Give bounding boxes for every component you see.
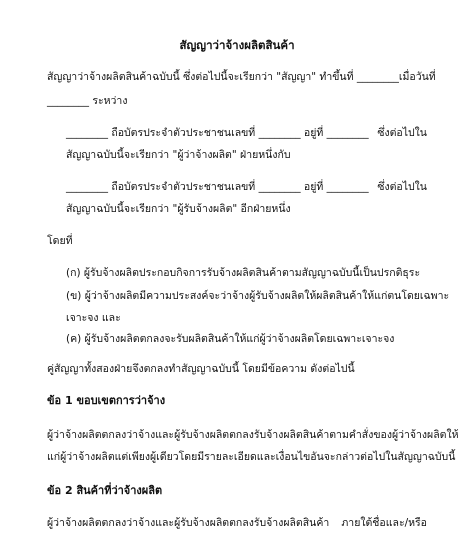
recital-b-line-1: (ข) ผู้ว่าจ้างผลิตมีความประสงค์จะว่าจ้างผู้รับจ้างผลิตให้ผลิตสินค้าให้แก่ตนโดยเฉพาะ [66, 290, 450, 302]
clause1-line-2: แก่ผู้ว่าจ้างผลิตแต่เพียงผู้เดียวโดยมีรายละเอียดและเงื่อนไขอันจะกล่าวต่อไปในสัญญาฉบับนี้ [47, 451, 456, 463]
party1-line-1-right: ซึ่งต่อไปใน [377, 127, 427, 139]
party1-line-2: สัญญาฉบับนี้จะเรียกว่า "ผู้ว่าจ้างผลิต" ฝ่ายหนึ่งกับ [66, 149, 291, 161]
recital-a: (ก) ผู้รับจ้างผลิตประกอบกิจการรับจ้างผลิตสินค้าตามสัญญาฉบับนี้เป็นปรกติธุระ [66, 267, 421, 279]
recital-c: (ค) ผู้รับจ้างผลิตตกลงจะรับผลิตสินค้าให้แก่ผู้ว่าจ้างผลิตโดยเฉพาะเจาะจง [66, 333, 395, 345]
whereas-label: โดยที่ [47, 235, 73, 247]
party2-line-1-right: ซึ่งต่อไปใน [377, 181, 427, 193]
party2-line-2: สัญญาฉบับนี้จะเรียกว่า "ผู้รับจ้างผลิต" อีกฝ่ายหนึ่ง [66, 203, 291, 215]
clause2-line-1-left: ผู้ว่าจ้างผลิตตกลงว่าจ้างและผู้รับจ้างผลิตตกลงรับจ้างผลิตสินค้า [47, 517, 330, 529]
intro-line-1-right: เมื่อวันที่ [398, 71, 436, 83]
clause2-heading: ข้อ 2 สินค้าที่ว่าจ้างผลิต [47, 484, 163, 497]
intro-line-1-left: สัญญาว่าจ้างผลิตสินค้าฉบับนี้ ซึ่งต่อไปนี้จะเรียกว่า "สัญญา" ทำขึ้นที่ ________ [47, 71, 399, 83]
clause1-line-1: ผู้ว่าจ้างผลิตตกลงว่าจ้างและผู้รับจ้างผลิตตกลงรับจ้างผลิตสินค้าตามคำสั่งของผู้ว่าจ้างผลิตให้ [47, 429, 459, 441]
clause2-line-1-right: ภายใต้ชื่อและ/หรือ [341, 517, 427, 529]
intro-line-2: ________ ระหว่าง [47, 95, 128, 107]
document-title: สัญญาว่าจ้างผลิตสินค้า [179, 38, 295, 52]
clause1-heading: ข้อ 1 ขอบเขตการว่าจ้าง [47, 394, 166, 407]
party1-line-1-left: ________ ถือบัตรประจำตัวประชาชนเลขที่ ________ อยู่ที่ ________ [66, 127, 369, 139]
party2-line-1-left: ________ ถือบัตรประจำตัวประชาชนเลขที่ ________ อยู่ที่ ________ [66, 181, 369, 193]
intro-line-1 [47, 70, 436, 84]
party2-line-1 [66, 180, 427, 194]
agreement-text: คู่สัญญาทั้งสองฝ่ายจึงตกลงทำสัญญาฉบับนี้ โดยมีข้อความ ดังต่อไปนี้ [47, 363, 355, 375]
recital-b-line-2: เจาะจง และ [66, 312, 121, 324]
clause2-line-1 [47, 516, 427, 530]
party1-line-1 [66, 126, 427, 140]
